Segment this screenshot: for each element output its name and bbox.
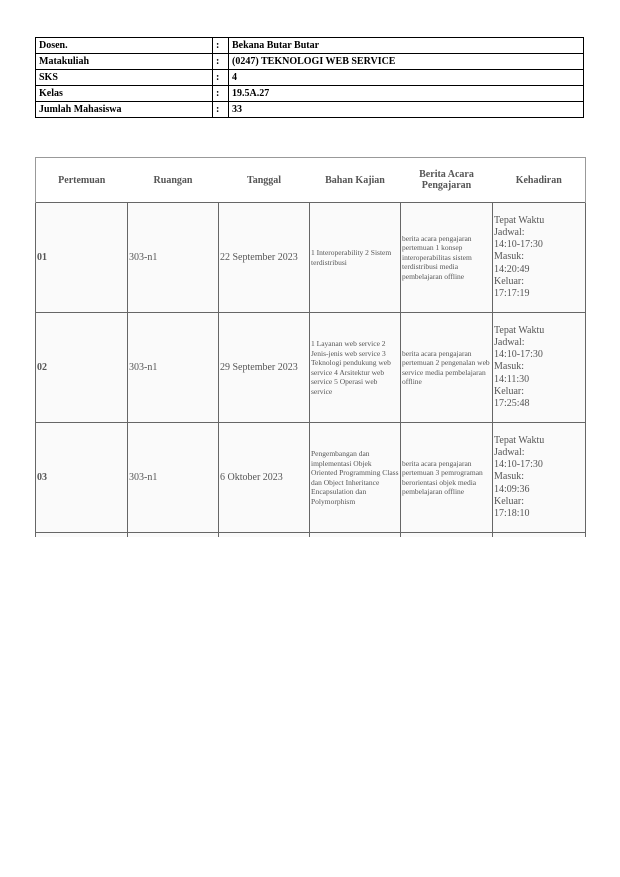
info-value: Bekana Butar Butar <box>229 38 584 54</box>
schedule-label: Jadwal: <box>494 226 525 238</box>
info-label: Matakuliah <box>36 54 213 70</box>
topic-cell: 1 Layanan web service 2 Jenis-jenis web service 3 Teknologi pendukung web service 4 Arsitektur web service 5 Operasi web service <box>310 313 401 423</box>
meeting-number: 03 <box>36 423 128 533</box>
table-continuation-row <box>36 533 586 538</box>
room-cell: 303-n1 <box>128 423 219 533</box>
course-info-table <box>35 37 584 118</box>
continuation-cell <box>310 533 401 538</box>
info-label: Dosen. <box>36 38 213 54</box>
attendance-cell <box>493 423 586 533</box>
info-row-course <box>36 54 584 70</box>
info-label: Kelas <box>36 86 213 102</box>
continuation-cell <box>401 533 493 538</box>
header-attendance: Kehadiran <box>493 158 586 203</box>
check-out-time: 17:18:10 <box>494 508 530 519</box>
topic-cell: Pengembangan dan implementasi Objek Oriented Programming Class dan Object Inheritance Encapsulation dan Polymorphism <box>310 423 401 533</box>
attendance-table <box>35 157 586 537</box>
info-value: 33 <box>229 102 584 118</box>
check-in-label: Masuk: <box>494 251 524 263</box>
schedule-time: 14:10-17:30 <box>494 349 543 361</box>
room-cell: 303-n1 <box>128 203 219 313</box>
check-out-label: Keluar: <box>494 495 524 507</box>
check-in-label: Masuk: <box>494 361 524 373</box>
info-value: 4 <box>229 70 584 86</box>
date-cell: 22 September 2023 <box>219 203 310 313</box>
info-label: Jumlah Mahasiswa <box>36 102 213 118</box>
attendance-status: Tepat Waktu <box>494 434 545 446</box>
check-in-time: 14:11:30 <box>494 373 530 385</box>
report-cell: berita acara pengajaran pertemuan 1 konsep interoperabilitas sistem terdistribusi media pembelajaran offline <box>401 203 493 313</box>
header-topic: Bahan Kajian <box>310 158 401 203</box>
attendance-status: Tepat Waktu <box>494 214 545 226</box>
info-separator: : <box>213 70 229 86</box>
continuation-cell <box>128 533 219 538</box>
attendance-cell <box>493 313 586 423</box>
check-out-label: Keluar: <box>494 385 524 397</box>
check-in-label: Masuk: <box>494 471 524 483</box>
info-row-lecturer <box>36 38 584 54</box>
header-meeting: Pertemuan <box>36 158 128 203</box>
table-header-row <box>36 158 586 203</box>
info-row-class <box>36 86 584 102</box>
check-in-time: 14:09:36 <box>494 483 530 495</box>
continuation-cell <box>36 533 128 538</box>
attendance-status: Tepat Waktu <box>494 324 545 336</box>
info-label: SKS <box>36 70 213 86</box>
header-date: Tanggal <box>219 158 310 203</box>
continuation-cell <box>493 533 586 538</box>
schedule-label: Jadwal: <box>494 446 525 458</box>
table-row <box>36 313 586 423</box>
table-row <box>36 203 586 313</box>
schedule-label: Jadwal: <box>494 336 525 348</box>
date-cell: 6 Oktober 2023 <box>219 423 310 533</box>
check-out-time: 17:17:19 <box>494 288 530 299</box>
report-cell: berita acara pengajaran pertemuan 3 pemrograman berorientasi objek media pembelajaran offline <box>401 423 493 533</box>
continuation-cell <box>219 533 310 538</box>
info-row-students <box>36 102 584 118</box>
header-room: Ruangan <box>128 158 219 203</box>
info-separator: : <box>213 38 229 54</box>
schedule-time: 14:10-17:30 <box>494 459 543 471</box>
check-in-time: 14:20:49 <box>494 263 530 275</box>
info-value: 19.5A.27 <box>229 86 584 102</box>
date-cell: 29 September 2023 <box>219 313 310 423</box>
info-separator: : <box>213 102 229 118</box>
info-row-credits <box>36 70 584 86</box>
header-report: Berita Acara Pengajaran <box>401 158 493 203</box>
schedule-time: 14:10-17:30 <box>494 239 543 251</box>
room-cell: 303-n1 <box>128 313 219 423</box>
check-out-time: 17:25:48 <box>494 398 530 409</box>
meeting-number: 02 <box>36 313 128 423</box>
info-separator: : <box>213 54 229 70</box>
meeting-number: 01 <box>36 203 128 313</box>
table-row <box>36 423 586 533</box>
topic-cell: 1 Interoperability 2 Sistem terdistribusi <box>310 203 401 313</box>
report-cell: berita acara pengajaran pertemuan 2 pengenalan web service media pembelajaran offline <box>401 313 493 423</box>
attendance-cell <box>493 203 586 313</box>
check-out-label: Keluar: <box>494 275 524 287</box>
info-separator: : <box>213 86 229 102</box>
info-value: (0247) TEKNOLOGI WEB SERVICE <box>229 54 584 70</box>
